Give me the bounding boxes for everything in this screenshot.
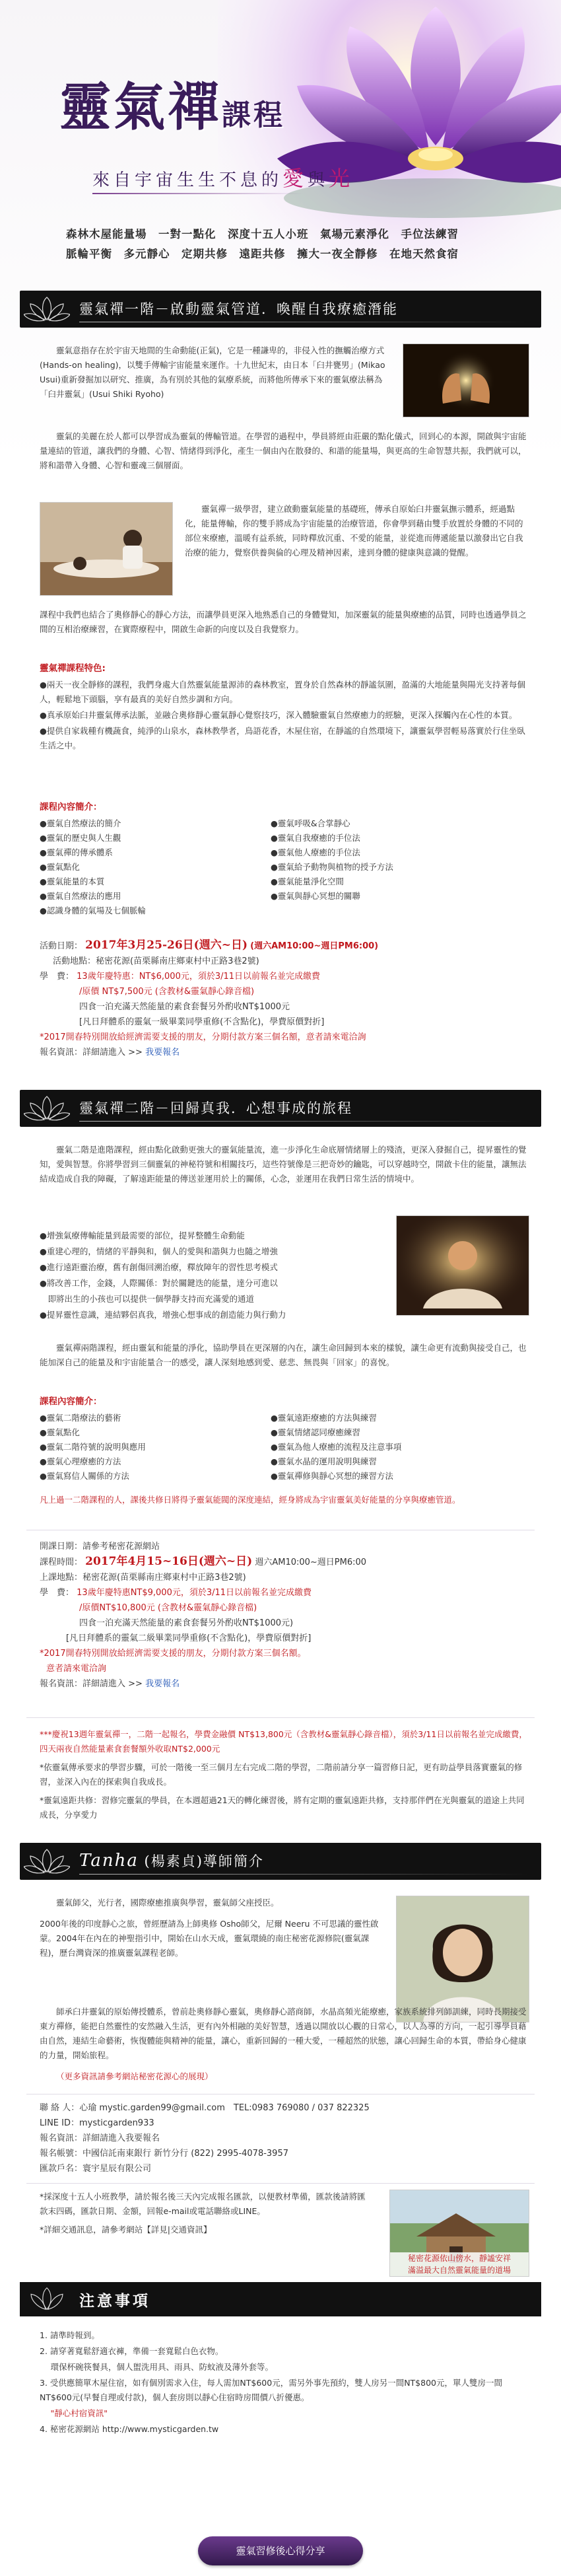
signup-label: 報名資訊：詳細請進入 >> (40, 1048, 143, 1057)
content-item: ●靈氣點化 (40, 862, 80, 872)
date-time: (週六AM10:00~週日PM6:00) (250, 941, 379, 951)
content-item: ●靈氣能量淨化空間 (271, 877, 344, 886)
contact-notes (40, 2190, 370, 2237)
date-time: 週六AM10:00~週日PM6:00 (255, 1557, 367, 1567)
content-item: ●認識身體的氣場及七個脈輪 (40, 906, 146, 915)
combo-note-1: *依靈氣傳承要求的學習步驟，可於一階後一至三個月左右完成二階的學習，二階前請分享一篇習修日記，更有助益學員落實靈氣的修習，並深入內在的探索與自我成長。 (40, 1762, 523, 1787)
teacher-paragraph-3: 師承臼井靈氣的原始傳授體系，曾前赴奧修靜心靈氣，奧修靜心諮商師，水晶高頻光能療癒，家族系統排列師訓練，同時長期接受東方禪修，能把自然靈性的安然融入生活，更有內外相融的美好智慧，透過以開放以心觀的日常心，以人為導的方向，一起引導學員藉由自然，連結生命藝術，恢復體能與精神的能量，讓心，重新回歸的一種大愛，一種超然的狀態，讓心回歸生命的本質，帶給身心健康的力量，開始旅程。 (40, 2007, 527, 2060)
section2-body (40, 1341, 528, 1377)
teacher-heading-rest: (楊素貞)導師簡介 (144, 1853, 264, 1869)
section1-banner (20, 291, 541, 328)
content-item: ●靈氣禪的傳承體系 (40, 847, 113, 857)
content-item: ●靈氣與靜心冥想的關聯 (271, 891, 360, 901)
benefit-item: 即將出生的小孩也可以提供一個學靜支持而充滿愛的通道 (40, 1294, 255, 1304)
teacher-portrait (396, 1896, 529, 2022)
divider (26, 2183, 535, 2184)
content-item: ●靈氣二階符號的說明與應用 (40, 1442, 146, 1452)
venue: 上課地點：秘密花源(苗栗縣南庄鄉東村中正路3巷2號) (40, 1573, 246, 1583)
traffic-note: *詳細交通訊息，請參考網站【詳見|交通資訊】 (40, 2225, 212, 2235)
signup-row (40, 1676, 541, 1692)
feature-item: ●真承原始臼井靈氣傳承法脈，並融合奧修靜心靈氣靜心覺察技巧，深入體驗靈氣自然療癒力的經驗，更深入探觸內在心性的本質。 (40, 710, 517, 720)
section1-paragraph-2: 靈氣的美麗在於人都可以學習成為靈氣的傳輸管道。在學習的過程中，學員將經由莊嚴的點化儀式，回到心的本源，開啟與宇宙能量連結的管道，讓我們的身體、心智、情緒得到淨化，產生一個由內在散發的、和諧的能量場，與更高的生命智慧共振，我們就可以，將和諧帶入身體、心智和靈魂三個層面。 (40, 431, 527, 470)
features-list (40, 678, 528, 754)
signup-label: 報名資訊：詳細請進入 >> (40, 1679, 143, 1689)
fee-original: /原價 NT$7,500元 (含教材&靈氣靜心錄音檔) (79, 987, 255, 997)
content-item: ●靈氣二階療法的藝術 (40, 1413, 121, 1423)
content-item: ●靈氣禪修與靜心冥想的練習方法 (271, 1471, 393, 1481)
contact-account-name: 匯款戶名：寰宇星辰有限公司 (40, 2164, 152, 2174)
notice-banner (20, 2282, 541, 2316)
notice-item: 3. 受供應簡單木屋住宿，如有個別需求入住，每人需加NT$600元，需另外事先預約，雙人房另一間NT$800元，單人雙房一間NT$600元(早餐自理或付款)，個人套房則以靜心住宿時房間價八折優惠。 (40, 2378, 502, 2402)
section1-paragraph-1: 靈氣意指存在於宇宙天地間的生命動能(正氣)，它是一種謙卑的，非侵入性的撫觸治療方式(Hands-on healing)，以雙手傳輸宇宙能量來運作。十九世紀末，由日本「臼井甕男」(Mikao Usui)重新發掘加以研究、推廣，為有別於其他的氣療系統，而將他所傳承下來的靈氣療法稱為「臼井靈氣」(Usui Shiki Ryoho) (40, 345, 385, 399)
content-grid (40, 816, 528, 922)
section2-info (40, 1539, 541, 1692)
date-value: 2017年4月15~16日(週六~日) (85, 1555, 253, 1568)
content-item: ●靈氣為他人療癒的流程及注意事項 (271, 1442, 402, 1452)
notice-item: 環保杯碗筷餐具，個人盥洗用具、雨具、防蚊液及薄外套等。 (40, 2362, 273, 2372)
combo-note-2: *靈氣遠距共修：習修完靈氣的學員，在本週超過21天的轉化練習後，將有定期的靈氣遠距共修，支持那伴們在光與靈氣的道途上共同成長，分享愛力 (40, 1795, 525, 1820)
contact-line-id: LINE ID：mysticgarden933 (40, 2118, 154, 2128)
date-label: 活動日期： (40, 941, 83, 951)
teacher-paragraph-1: 靈氣師父，光行者，國際療癒推廣與學習，靈氣師父座授臣。 (56, 1898, 279, 1908)
lotus-icon (24, 1092, 70, 1124)
signup-row (40, 1045, 541, 1060)
combo-offer: ***慶祝13週年靈氣禪一，二階一起報名，學費金融價 NT$13,800元（含教材&靈氣靜心錄音檔），須於3/11日以前報名並完成繳費，四天兩夜自然能量素食套餐額外收取NT$2,000元 (40, 1729, 527, 1754)
contact-person: 聯 絡 人：心瑜 mystic.garden99@gmail.com TEL:0983 769080 / 037 822325 (40, 2103, 370, 2113)
subtitle-prefix: 來自宇宙生生不息的 (92, 170, 283, 190)
content-right-column (271, 1411, 401, 1484)
hero-subtitle (92, 162, 354, 192)
notice-title: 注意事項 (79, 2293, 150, 2310)
content-item: ●靈氣寫信人關係的方法 (40, 1471, 129, 1481)
benefit-item: ●將改善工作，金錢，人際關係：對於關鍵迭的能量，達分可進以 (40, 1278, 278, 1288)
content-item: ●靈氣情緒認同療癒練習 (271, 1427, 360, 1437)
section2-points (40, 1229, 383, 1324)
teacher-paragraph-2: 2000年後的印度靜心之旅，曾經歷請為上師奧修 Osho師父，尼爾 Neeru 不可思議的靈性啟蒙。2004年在內在的神聖指引中，開始在山水天成，靈氣環繞的南庄秘密花源修院(靈氣課程)，歷台灣資深的推廣靈氣課程老師。 (40, 1919, 379, 1958)
section2-paragraph-1: 靈氣二階是進階課程，經由點化啟動更強大的靈氣能量流，進一步淨化生命底層情緒層上的殘渣，更深入發掘自己，提昇靈性的覺知，愛與智慧。你將學習到三個靈氣的神秘符號和相關技巧，這些符號像是三把奇妙的鑰匙，可以穿越時空，開啟卡住的能量，讓無法結成造成自我的障礙，了解遠距能量的傳送並運用於上的關係，心念，並運用在我們日常生活的情境中。 (40, 1145, 527, 1184)
venue-caption (390, 2252, 529, 2276)
section1-paragraph-4: 課程中我們也結合了奧修靜心的靜心方法，而讓學員更深入地熟悉自己的身體覺知，加深靈氣的能量與療癒的品質，同時也透過學員之間的互相治療練習，在實際療程中，開啟生命新的向度以及自我覺察力。 (40, 610, 527, 634)
lotus-icon (24, 2284, 70, 2314)
fee-row (40, 969, 541, 984)
fee-note: [凡日拜體系的靈氣一級畢業同學重修(不含點化)，學費原價對折] (79, 1017, 325, 1027)
fee-row (40, 1585, 541, 1600)
section2-intro (40, 1143, 528, 1193)
hands-light-photo (403, 343, 529, 417)
section1-info (40, 938, 541, 1060)
content-item: ●靈氣心理療癒的方法 (40, 1456, 121, 1466)
content-right-column (271, 816, 393, 904)
banner-underline (79, 1874, 528, 1875)
teacher-banner (20, 1843, 541, 1880)
section1-paragraph-3: 靈氣禪一級學習，建立啟動靈氣能量的基礎班，傳承自原始臼井靈氣撫示體系，經過點化，能量傳輸，你的雙手將成為宇宙能量的治療管道，你會學到藉由雙手放置於身體的不同的部位來療癒，溫暖有益系統，同時釋放沉重、不愛的能量，並從進而傳遞能量以激發出它自我治療的能力，覺察供養與倫的心理及精神因素，達到身體的健康與意識的覺醒。 (185, 504, 523, 557)
section2-paragraph-2: 靈氣禪兩階課程，經由靈氣和能量的淨化，協助學員在更深層的內在，讓生命回歸到本來的樣貌，讓生命更有流動與接受自己，也能加深自己的能量及和宇宙能量合一的感受，讓人深刻地感到愛、慈悲、無畏與「回家」的喜悅。 (40, 1343, 527, 1367)
fee-label: 學 費： (40, 972, 75, 982)
content-title: 課程內容簡介： (40, 802, 102, 812)
section1-level1 (185, 502, 528, 567)
content-item: ●靈氣呼吸&合掌靜心 (271, 818, 350, 828)
payment-note: *採深度十五人小班教學，請於報名後三天內完成報名匯款，以便教材準備，匯款後請將匯款末四碼，匯款日期、金額，回報e-mail或電話聯絡或LINE。 (40, 2192, 366, 2216)
content-left-column (40, 816, 146, 918)
content-item: ●靈氣點化 (40, 1427, 80, 1437)
lotus-icon (24, 293, 70, 325)
notice-item: 2. 請穿著寬鬆舒適衣褲，準備一套寬鬆白色衣物。 (40, 2346, 224, 2356)
venue-photo (389, 2190, 529, 2277)
title-suffix: 課程 (222, 98, 286, 132)
benefit-item: ●進行遠距靈治療，舊有創傷回溯治療，釋放障年的習性思考模式 (40, 1262, 278, 1272)
tags-line-2: 脈輪平衡 多元靜心 定期共修 遠距共修 擁大一夜全靜修 在地天然食宿 (66, 248, 459, 260)
hero (0, 0, 561, 502)
section1-body (40, 429, 528, 480)
content-item: ●靈氣自然療法的應用 (40, 891, 121, 901)
subtitle-and: 與 (308, 170, 329, 190)
section2-heading: 靈氣禪二階－回歸真我．心想事成的旅程 (79, 1100, 352, 1116)
benefit-item: ●增強氣療傳輸能量到最需要的部位，提昇整體生命動能 (40, 1231, 245, 1240)
lotus-icon (24, 1845, 70, 1877)
content-grid (40, 1411, 528, 1490)
promo-note: *2017開春特別開放給經濟需要支援的朋友，分期付款方案三個名額，意者請來電洽詢 (40, 1032, 366, 1042)
tags-line-1: 森林木屋能量場 一對一點化 深度十五人小班 氣場元素淨化 手位法練習 (66, 228, 459, 240)
teacher-heading (79, 1851, 264, 1871)
content-item: ●靈氣自然療法的簡介 (40, 818, 121, 828)
subtitle-love: 愛 (282, 166, 308, 191)
hero-tags (66, 225, 541, 264)
open-date: 開課日期：請參考秘密花源網站 (40, 1542, 160, 1552)
content-left-column (40, 1411, 146, 1484)
notice-list (40, 2328, 528, 2438)
title-main: 靈氣禪 (59, 77, 222, 137)
section2-banner (20, 1090, 541, 1127)
content-item: ●靈氣水晶的運用說明與練習 (271, 1456, 377, 1466)
feature-item: ●兩天一夜全靜修的課程，我們身處大自然靈氣能量源沛的森林教室，置身於自然森林的靜謐氛圍，盈滿的大地能量與陽光支持著每個人，輕鬆地下頭腦，享有最真的美好自然步調和方向。 (40, 680, 525, 704)
content-item: ●靈氣給予動物與植物的授予方法 (271, 862, 393, 872)
contact-signup: 報名資訊：詳細請進入我要報名 (40, 2133, 160, 2143)
teacher-more-link[interactable]: （更多資訊請參考網站秘密花源心的展現） (56, 2071, 213, 2081)
date-row (40, 1554, 541, 1570)
teacher-bio (40, 1896, 386, 1967)
teacher-name: Tanha (79, 1851, 139, 1871)
section2-note: 凡上過一二階課程的人，課後共修日將得予靈氣能閥的深度連結，經身將成為宇宙靈氣美好能量的分享與療癒管道。 (40, 1495, 461, 1505)
signup-link[interactable]: 我要報名 (145, 1048, 180, 1057)
healing-hands-photo (396, 1215, 529, 1316)
content-item: ●靈氣自我療癒的手位法 (271, 833, 360, 843)
fee-original: /原價NT$10,800元 (含教材&靈氣靜心錄音檔) (79, 1603, 257, 1613)
subtitle-light: 光 (329, 166, 354, 191)
banner-underline (79, 1121, 528, 1122)
benefit-item: ●提昇靈性意識，連結夥侶真我，增強心想事成的創造能力與行動力 (40, 1310, 286, 1320)
notice-item: "靜心村宿資訊" (40, 2408, 108, 2418)
signup-link[interactable]: 我要報名 (145, 1679, 180, 1689)
features-title: 靈氣禪課程特色: (40, 663, 106, 674)
section1-intro (40, 343, 389, 408)
section1-osho (40, 608, 528, 643)
fee-main: 13歲年慶特惠：NT$6,000元，須於3/11日以前報名並完成繳費 (77, 972, 321, 982)
contact-bank: 報名帳號：中國信託南東銀行 新竹分行 (822) 2995-4078-3957 (40, 2149, 288, 2159)
content-title: 課程內容簡介： (40, 1396, 102, 1407)
fee-label: 學 費： (40, 1588, 75, 1598)
divider (26, 1717, 535, 1718)
notice-item: 4. 秘密花源網站 http://www.mysticgarden.tw (40, 2424, 219, 2434)
teacher-bio-more (40, 2005, 528, 2084)
promo-contact: 意者請來電洽詢 (46, 1664, 107, 1674)
fee-main: 13歲年慶特惠NT$9,000元，須於3/11日以前報名並完成繳費 (77, 1588, 312, 1598)
notice-item: 1. 請準時報到。 (40, 2330, 100, 2340)
fee-room: 四食一泊充滿天然能量的素食套餐另外酌收NT$1000元) (79, 1618, 294, 1628)
venue: 活動地點：秘密花源(苗栗縣南庄鄉東村中正路3巷2號) (53, 956, 259, 966)
fee-note: [凡日拜體系的靈氣二級畢業同學重修(不含點化)，學費原價對折] (66, 1633, 312, 1643)
section1-heading: 靈氣禪一階－啟動靈氣管道．喚醒自我療癒潛能 (79, 301, 398, 317)
hero-divider (92, 193, 304, 194)
content-item: ●靈氣他人療癒的手位法 (271, 847, 360, 857)
content-item: ●靈氣的歷史與人生觀 (40, 833, 121, 843)
contact-info (40, 2100, 541, 2176)
benefit-item: ●重建心理的，情緒的平靜與和，個人的愛與和諧與力也隨之增強 (40, 1246, 278, 1256)
reiki-session-photo (40, 502, 173, 596)
fee-room: 四食一泊充滿天然能量的素食套餐另外酌收NT$1000元 (79, 1002, 290, 1012)
date-row (40, 938, 541, 954)
promo-note: *2017開春特別開放給經濟需要支援的朋友，分期付款方案三個名額。 (40, 1649, 306, 1659)
caption-line-1: 秘密花源依山傍水，靜謐安祥 (407, 2254, 511, 2263)
date-value: 2017年3月25-26日(週六~日) (85, 939, 248, 952)
caption-line-2: 滿溢最大自然靈氣能量的道場 (407, 2266, 511, 2275)
experience-share-button[interactable]: 靈氣習修後心得分享 (198, 2536, 363, 2565)
date-label: 課程時間： (40, 1557, 83, 1567)
feature-item: ●提供自家栽種有機蔬食，純淨的山泉水，森林教學者，鳥語花香，木屋住宿，在靜謐的自然環境下，讓靈氣學習輕易落實於行住坐臥生活之中。 (40, 726, 525, 750)
page-title (59, 66, 285, 140)
content-item: ●靈氣遠距療癒的方法與練習 (271, 1413, 377, 1423)
content-item: ●靈氣能量的本質 (40, 877, 105, 886)
